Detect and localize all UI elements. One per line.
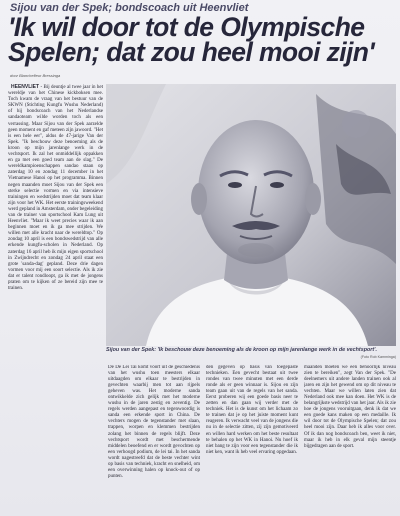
column-2-text: De De Lei Tai komt voort uit de geschiedenis van het wushu toen meesters elkaar uitdaagden om elkaar te bestrijden in gevechten waarbij men tot aan rijpels geheven was. Het moderne sanda ontwikkelde zich gelijk met het moderne wushu in de jaren zestig en zeventig. De regels werden aangepast en tegenwoordig is sanda een erkende sport in China. De vechters mogen de tegenstander met slaan, trappen, worpen en klemmen bestrijden zolang het binnen de regels blijft. Deze vechtsport wordt met beschermende middelen beoefend en er wordt gevochten op een verhoogd podium, de lei tai. In het sanda wordt nagestreefd dat de beste vechter wint op basis van techniek, kracht en snelheid, om een overwinning halen op knock-out of op punten. (108, 365, 200, 479)
article-column-1 (8, 84, 103, 514)
article-column-4 (304, 365, 396, 513)
photo-caption: Sijou van der Spek: 'Ik beschouw deze benoeming als de kroon op mijn jarenlange werk in de vechtsport'. (106, 347, 377, 353)
photo-credit: (Foto Rob Kamminga) (360, 355, 396, 359)
column-3-text: den gegeven op basis van toegepaste technieken. Een gevecht bestaat uit twee rondes van twee minuten met een derde ronde als er geen winnaar is. Sijou en zijn team gaan uit van de regels van het sanda. Eerst proberen wij een goede basis neer te zetten en dan gaan wij verder met de techniek. Het is de kunst om het lichaam zo te trainen dat je op het juiste moment kunt reageren. Ik verwacht veel van de jongens die nu in de selectie zitten, zij zijn gemotiveerd en willen hard werken om het beste resultaat te behalen op het WK in Hanoi. Nu hoef ik niet bang te zijn voor een tegenstander die ik niet ken, want ik heb veel ervaring opgedaan. (206, 365, 298, 455)
article-column-2 (108, 365, 200, 513)
dateline: HEENVLIET (11, 84, 40, 90)
coach-photo (106, 84, 396, 346)
coach-portrait-image (106, 84, 396, 346)
article-kicker: Sijou van der Spek; bondscoach uit Heenvliet (10, 2, 249, 14)
column-1-text: - Bij deuntje al twee jaar in het wereldje van het Chinese kickboksen mee. Toch kwam de vraag van het bestuur van de SKWN (Stichting Kungfu Wushu Nederland) of hij bondscoach van het Nederlandse sandaoteam wilde worden toch als een verrassing. Maar Sijou van der Spek aarzelde geen moment en gaf meteen zijn jawoord. "Het is een hele eer", aldus de 47-jarige Van der Spek. "Ik beschouw deze benoeming als de kroon op mijn jarenlange werk in de vechtsport. Ik zal het onmiddellijk oppakken en ga met een goed team aan de slag." De wereldkampioenschappen sandao staan op zaterdag 10 en zondag 11 december in het Vietnamese Hanoi op het programma. Binnen negen maanden moet Sijou van der Spek een sterke selectie vormen en via intensieve trainingen en wedstrijden moet dat team klaar zijn voor het WK. Het eerste trainingsweekend werd gepland in Amsterdam, onder begeleiding van de trainer van sportschool Kam Lung uit Heenvliet. "Maar ik weet precies waar ik aan beginnen moet en ik ga mee strijden. We willen met alle kracht naar de wereldtop." Op zondag 10 april is een bondswedstrijd van alle erkende kungfu-scholen in Nederland. Op zaterdag 16 april heb ik mijn eigen sportschool in Zwijndrecht en zondag 24 april staat een grote 'sanda-dag' gepland. Deze drie dagen vormen voor mij een soort selectie. Als ik zie dat er talent rondloopt, ga ik met de jongens praten om te kijken of ze bereid zijn mee te trainen. (8, 85, 103, 292)
article-byline: door Blanchefleur Bressinga (10, 73, 61, 78)
article-headline: 'Ik wil door tot de Olympische Spelen; dat zou heel mooi zijn' (8, 12, 375, 67)
article-column-3 (206, 365, 298, 513)
column-4-text: maanden moeten we een behoorlijk niveau zien te bereiken", zegt Van der Spek. "De deelnemers uit andere landen trainen ook al jaren en zijn het gewend om op dit niveau te vechten. Maar we willen laten zien dat Nederland ook mee kan doen. Het WK is de belangrijkste wedstrijd van het jaar. Als ik zie hoe de jongens vooruitgaan, denk ik dat we een goede kans maken op een medaille. Ik wil door tot de Olympische Spelen; dat zou heel mooi zijn. Daar heb ik alles voor over. Of ik dan nog bondscoach ben, weet ik niet, maar ik heb in elk geval mijn steentje bijgedragen aan de sport. (304, 365, 396, 449)
